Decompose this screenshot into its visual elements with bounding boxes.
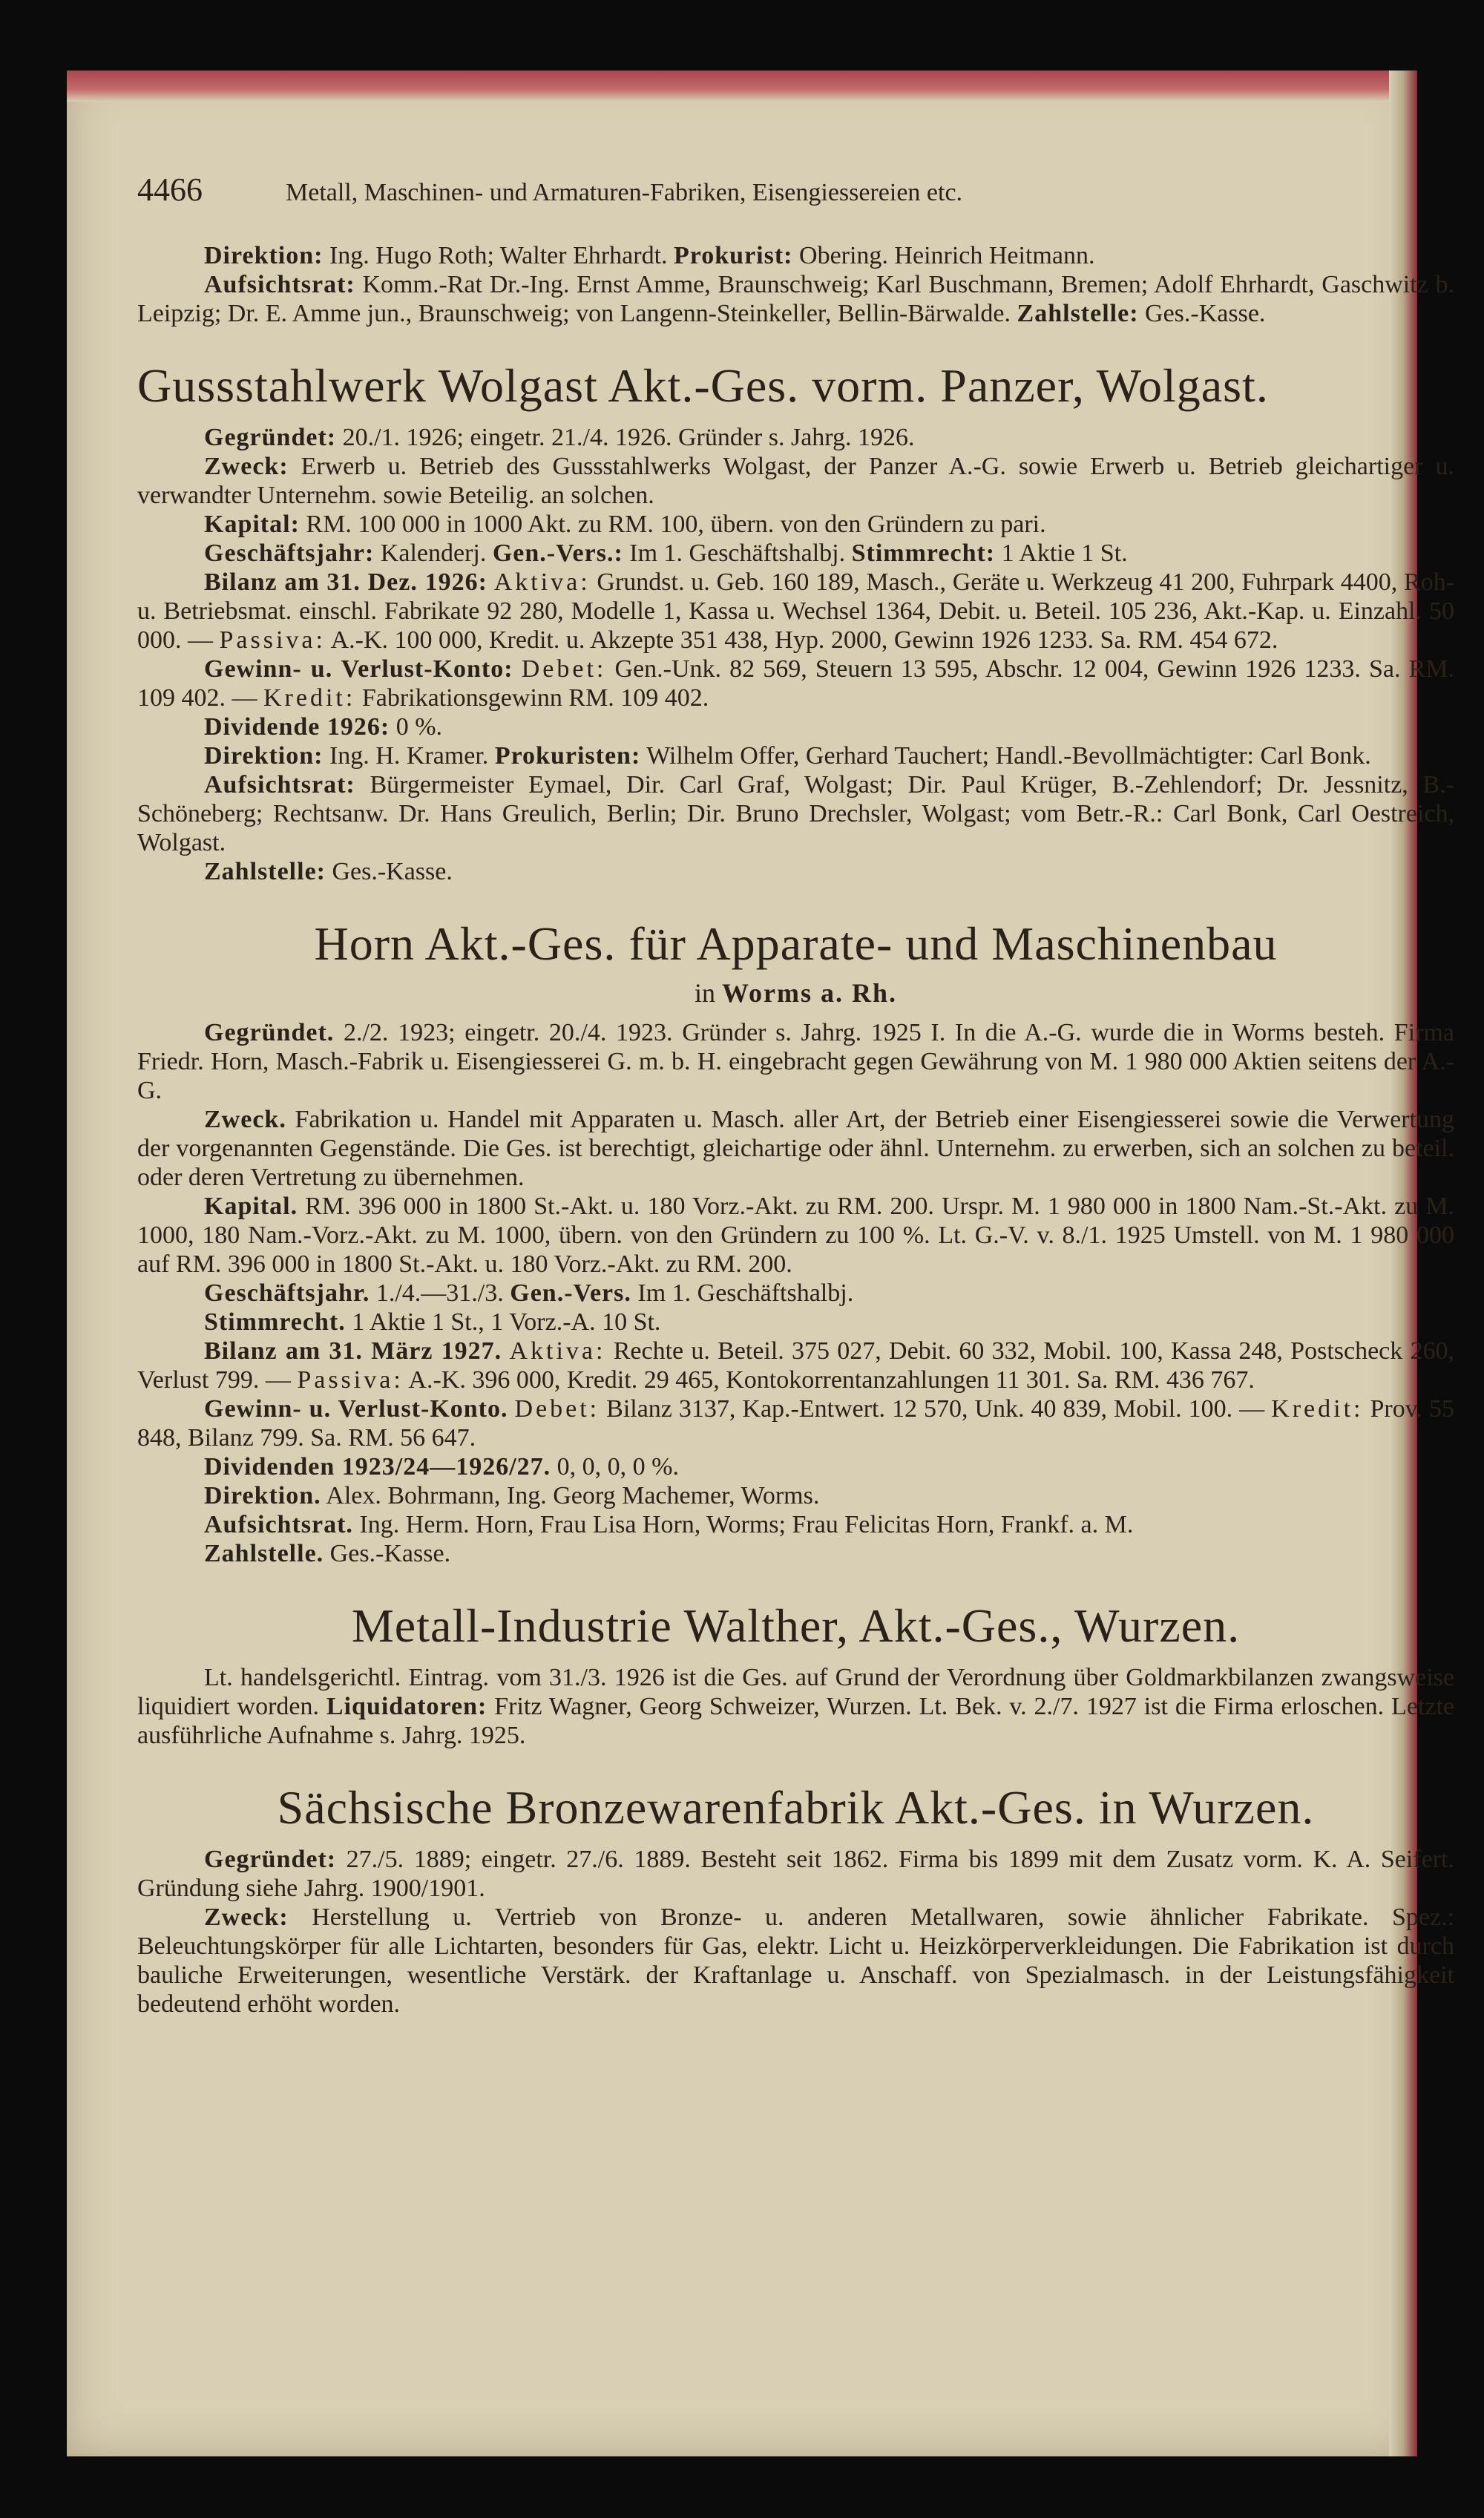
gewinn-verlust	[137, 655, 1454, 712]
company-title: Sächsische Bronzewarenfabrik Akt.-Ges. in Wurzen.	[277, 1781, 1315, 1834]
text: Gen.-Unk. 82 569, Steuern 13 595, Abschr. 12 004, Gewinn 1926 1233. Sa. RM. 109 402. —	[137, 655, 1455, 712]
gegruendet	[137, 1018, 1454, 1105]
label: Aktiva:	[493, 568, 591, 596]
text: RM. 396 000 in 1800 St.-Akt. u. 180 Vorz.-Akt. zu RM. 200. Urspr. M. 1 980 000 in 1800 Nam.-St.-Akt. zu M. 1000, 180 Nam.-Vorz.-Akt. zu M. 1000, übern. von den Gründern zu 100 %. Lt. G.-V. v. 8./1. 1925 Umstell. von M. 1 980 000 auf RM. 396 000 in 1800 St.-Akt. u. 180 Vorz.-Akt. zu RM. 200.	[137, 1193, 1454, 1278]
prev-entry	[137, 241, 1454, 328]
label: Bilanz am 31. März 1927.	[204, 1337, 502, 1365]
label: Gegründet:	[204, 1846, 337, 1873]
text: Erwerb u. Betrieb des Gussstahlwerks Wolgast, der Panzer A.-G. sowie Erwerb u. Betrieb gleichartiger u. verwandter Unternehm. sowie Beteilig. an solchen.	[137, 453, 1454, 509]
label: Gegründet:	[204, 424, 337, 451]
label: Zahlstelle:	[204, 858, 326, 885]
zweck	[137, 1105, 1454, 1192]
text: A.-K. 100 000, Kredit. u. Akzepte 351 438, Hyp. 2000, Gewinn 1926 1233. Sa. RM. 454 672.	[330, 626, 1278, 654]
kapital	[137, 1192, 1454, 1279]
text: RM. 100 000 in 1000 Akt. zu RM. 100, übern. von den Gründern zu pari.	[306, 511, 1046, 538]
label: Zahlstelle.	[204, 1540, 324, 1567]
label: Stimmrecht:	[851, 540, 996, 567]
subtitle-in: in	[694, 978, 715, 1008]
text: Ing. Herm. Horn, Frau Lisa Horn, Worms; Frau Felicitas Horn, Frankf. a. M.	[359, 1511, 1134, 1538]
gegruendet	[137, 423, 1454, 452]
label: Gewinn- u. Verlust-Konto:	[204, 655, 513, 683]
label: Gen.-Vers.	[510, 1279, 631, 1307]
label: Direktion.	[204, 1482, 321, 1509]
text: Bilanz 3137, Kap.-Entwert. 12 570, Unk. 40 839, Mobil. 100. —	[606, 1395, 1265, 1423]
text: Obering. Heinrich Heitmann.	[799, 242, 1095, 269]
text: Kalenderj.	[380, 540, 487, 567]
text: 1 Aktie 1 St., 1 Vorz.-A. 10 St.	[352, 1308, 661, 1336]
label: Zweck.	[204, 1106, 286, 1133]
label: Prokurist:	[674, 242, 793, 269]
text: 2./2. 1923; eingetr. 20./4. 1923. Gründer s. Jahrg. 1925 I. In die A.-G. wurde die in Worms besteh. Firma Friedr. Horn, Masch.-Fabrik u. Eisengiesserei G. m. b. H. eingebracht gegen Gewährung von M. 1 980 000 Aktien seitens der A.-G.	[137, 1019, 1455, 1104]
text: Alex. Bohrmann, Ing. Georg Machemer, Worms.	[326, 1482, 820, 1509]
subtitle-place: Worms a. Rh.	[722, 978, 898, 1008]
text: Komm.-Rat Dr.-Ing. Ernst Amme, Braunschweig; Karl Buschmann, Bremen; Adolf Ehrhardt, Gaschwitz b. Leipzig; Dr. E. Amme jun., Braunschweig; von Langenn-Steinkeller, Bellin-Bärwalde.	[137, 271, 1454, 327]
prev-direktion	[137, 241, 1454, 270]
text: 27./5. 1889; eingetr. 27./6. 1889. Besteht seit 1862. Firma bis 1899 mit dem Zusatz vorm. K. A. Seifert. Gründung siehe Jahrg. 1900/1901.	[137, 1846, 1454, 1902]
text: Ing. Hugo Roth; Walter Ehrhardt.	[329, 242, 668, 269]
label: Debet:	[514, 1395, 600, 1423]
bilanz	[137, 1337, 1454, 1394]
label: Stimmrecht.	[204, 1308, 346, 1336]
running-header	[137, 171, 1454, 209]
prev-aufsichtsrat	[137, 270, 1454, 328]
label: Zweck:	[204, 453, 289, 480]
text: 1./4.—31./3.	[375, 1279, 504, 1307]
gewinn-verlust	[137, 1394, 1454, 1452]
text: Lt. handelsgerichtl. Eintrag. vom 31./3. 1926 ist die Ges. auf Grund der Verordnung über Goldmarkbilanzen zwangsweise liquidiert worden.	[137, 1664, 1454, 1720]
page-number: 4466	[137, 171, 203, 208]
text: 0 %.	[395, 713, 443, 741]
text: Ges.-Kasse.	[329, 1540, 451, 1567]
company-title: Gussstahlwerk Wolgast Akt.-Ges. vorm. Panzer, Wolgast.	[137, 359, 1269, 412]
text: Im 1. Geschäftshalbj.	[637, 1279, 854, 1307]
label: Aufsichtsrat:	[204, 771, 355, 799]
label: Gewinn- u. Verlust-Konto.	[204, 1395, 508, 1423]
label: Zweck:	[204, 1904, 289, 1931]
book-page	[67, 71, 1455, 2456]
text: Herstellung u. Vertrieb von Bronze- u. anderen Metallwaren, sowie ähnlicher Fabrikate. Spez.: Beleuchtungskörper für alle Lichtarten, besonders für Gas, elektr. Licht u. Heizkörperverkleidungen. Die Fabrikation ist durch bauliche Erweiterungen, wesentliche Verstärk. der Kraftanlage u. Anschaff. von Spezialmasch. in der Leistungsfähigkeit bedeutend erhöht worden.	[137, 1904, 1455, 2018]
running-title: Metall, Maschinen- und Armaturen-Fabriken, Eisengiessereien etc.	[286, 179, 963, 206]
label: Aufsichtsrat.	[204, 1511, 353, 1538]
company-entry-gussstahlwerk	[137, 359, 1454, 886]
label: Kredit:	[1271, 1395, 1364, 1423]
label: Dividende 1926:	[204, 713, 390, 741]
label: Gegründet.	[204, 1019, 335, 1046]
label: Gen.-Vers.:	[492, 540, 623, 567]
label: Kapital:	[204, 511, 300, 538]
text: Fabrikationsgewinn RM. 109 402.	[361, 684, 709, 712]
text: Im 1. Geschäftshalbj.	[629, 540, 846, 567]
text: Wilhelm Offer, Gerhard Tauchert; Handl.-Bevollmächtigter: Carl Bonk.	[646, 742, 1371, 770]
label: Kapital.	[204, 1193, 298, 1220]
label: Kredit:	[263, 684, 356, 712]
direktion	[137, 741, 1454, 770]
page-content	[137, 171, 1454, 2019]
zahlstelle	[137, 857, 1454, 886]
text: Ges.-Kasse.	[1145, 300, 1266, 327]
text: 20./1. 1926; eingetr. 21./4. 1926. Gründer s. Jahrg. 1926.	[342, 424, 915, 451]
zweck	[137, 452, 1454, 510]
text: 0, 0, 0, 0 %.	[556, 1453, 679, 1481]
geschaeftsjahr	[137, 539, 1454, 568]
aufsichtsrat	[137, 1510, 1454, 1539]
company-entry-walther	[137, 1599, 1454, 1750]
text: 1 Aktie 1 St.	[1001, 540, 1128, 567]
zweck	[137, 1903, 1454, 2019]
book-edge-top	[67, 71, 1417, 102]
label: Dividenden 1923/24—1926/27.	[204, 1453, 551, 1481]
label: Direktion:	[204, 242, 324, 269]
label: Zahlstelle:	[1017, 300, 1139, 327]
label: Direktion:	[204, 742, 324, 770]
label: Prokuristen:	[494, 742, 641, 770]
geschaeftsjahr	[137, 1279, 1454, 1308]
company-entry-horn	[137, 917, 1454, 1568]
company-title: Horn Akt.-Ges. für Apparate- und Maschinenbau	[314, 917, 1278, 970]
kapital	[137, 510, 1454, 539]
liquidation-note	[137, 1663, 1454, 1750]
label: Debet:	[521, 655, 607, 683]
dividenden	[137, 1452, 1454, 1481]
company-subtitle	[137, 978, 1454, 1008]
text: Fritz Wagner, Georg Schweizer, Wurzen. Lt. Bek. v. 2./7. 1927 ist die Firma erloschen. Letzte ausführliche Aufnahme s. Jahrg. 1925.	[137, 1693, 1454, 1749]
label: Passiva:	[219, 626, 326, 654]
text: Rechte u. Beteil. 375 027, Debit. 60 332, Mobil. 100, Kassa 248, Postscheck 260, Verlust 799. —	[137, 1337, 1455, 1394]
text: Grundst. u. Geb. 160 189, Masch., Geräte u. Werkzeug 41 200, Fuhrpark 4400, Roh- u. Betriebsmat. einschl. Fabrikate 92 280, Modelle 1, Kassa u. Wechsel 1364, Debit. u. Beteil. 105 236, Akt.-Kap. u. Einzahl. 50 000. —	[137, 568, 1455, 654]
label: Geschäftsjahr:	[204, 540, 375, 567]
gegruendet	[137, 1845, 1454, 1903]
text: A.-K. 396 000, Kredit. 29 465, Kontokorrentanzahlungen 11 301. Sa. RM. 436 767.	[408, 1366, 1255, 1394]
label: Aktiva:	[509, 1337, 606, 1365]
label: Aufsichtsrat:	[204, 271, 355, 298]
label: Passiva:	[297, 1366, 404, 1394]
label: Liquidatoren:	[326, 1693, 487, 1720]
text: Ges.-Kasse.	[332, 858, 453, 885]
aufsichtsrat	[137, 770, 1454, 857]
zahlstelle	[137, 1539, 1454, 1568]
text: Prov. 55 848, Bilanz 799. Sa. RM. 56 647.	[137, 1395, 1454, 1452]
company-entry-bronzewarenfabrik	[137, 1781, 1454, 2019]
bilanz	[137, 568, 1454, 655]
label: Geschäftsjahr.	[204, 1279, 370, 1307]
text: Ing. H. Kramer.	[329, 742, 489, 770]
text: Fabrikation u. Handel mit Apparaten u. Masch. aller Art, der Betrieb einer Eisengiesserei sowie die Verwertung der vorgenannten Gegenstände. Die Ges. ist berechtigt, gleichartige oder ähnl. Unternehm. zu erwerben, sich an solchen zu beteil. oder deren Vertretung zu übernehmen.	[137, 1106, 1454, 1191]
dividende	[137, 712, 1454, 741]
company-title: Metall-Industrie Walther, Akt.-Ges., Wurzen.	[351, 1599, 1241, 1652]
text: Bürgermeister Eymael, Dir. Carl Graf, Wolgast; Dir. Paul Krüger, B.-Zehlendorf; Dr. Jessnitz, B.-Schöneberg; Rechtsanw. Dr. Hans Greulich, Berlin; Dir. Bruno Drechsler, Wolgast; vom Betr.-R.: Carl Bonk, Carl Oestreich, Wolgast.	[137, 771, 1455, 856]
direktion	[137, 1481, 1454, 1510]
label: Bilanz am 31. Dez. 1926:	[204, 568, 487, 596]
stimmrecht	[137, 1308, 1454, 1337]
